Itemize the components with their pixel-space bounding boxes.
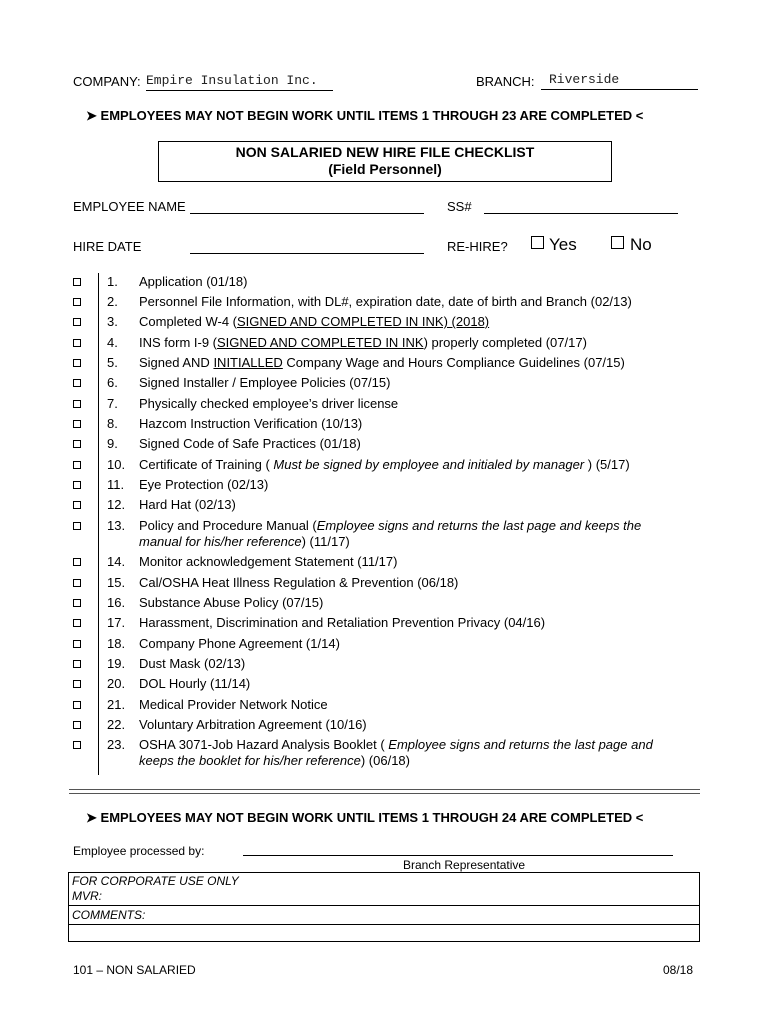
item-number: 4. [107,335,118,350]
item-text-segment: Personnel File Information, with DL#, expiration date, date of birth and Branch (02/13) [139,294,632,309]
rehire-yes-label: Yes [549,235,577,254]
ss-label: SS# [447,199,472,214]
branch-field[interactable]: Riverside [549,72,620,87]
hire-date-field[interactable] [190,253,424,254]
item-checkbox[interactable] [73,558,81,566]
item-text [139,274,247,290]
arrow-left-icon: < [635,810,644,825]
item-checkbox[interactable] [73,400,81,408]
item-checkbox[interactable] [73,579,81,587]
item-number: 12. [107,497,126,512]
item-text-segment: DOL Hourly (11/14) [139,676,251,691]
corporate-use-label: FOR CORPORATE USE ONLY [72,874,239,888]
processed-field[interactable] [243,855,673,856]
hire-date-label: HIRE DATE [73,239,142,254]
comments-field[interactable]: COMMENTS: [69,905,699,924]
item-text-segment: Substance Abuse Policy (07/15) [139,595,324,610]
item-text [139,396,398,412]
item-number: 10. [107,457,126,472]
item-text [139,575,458,591]
item-text-segment: Physically checked employee’s driver license [139,396,399,411]
item-text-segment: Company Phone Agreement (1/14) [139,636,340,651]
item-text [139,436,361,452]
item-text [139,697,328,713]
item-text [139,335,587,351]
item-checkbox[interactable] [73,278,81,286]
item-text [139,595,323,611]
item-number: 15. [107,575,126,590]
item-number: 16. [107,595,126,610]
item-checkbox[interactable] [73,619,81,627]
rehire-yes-checkbox[interactable] [531,236,544,249]
branch-label: BRANCH: [476,74,535,89]
item-text-segment: Employee signs and returns the last page and [388,737,653,752]
form-date: 08/18 [663,963,694,977]
item-checkbox[interactable] [73,741,81,749]
rehire-no-checkbox[interactable] [611,236,624,249]
item-text-segment: Harassment, Discrimination and Retaliation Prevention Privacy (04/16) [139,615,546,630]
item-text [139,294,632,310]
item-text [139,554,397,570]
item-number: 1. [107,274,118,289]
employee-name-label: EMPLOYEE NAME [73,199,186,214]
item-text-segment: Employee signs and returns the last page and keeps the [316,518,642,533]
item-text [139,676,250,692]
item-text-segment: ) (5/17) [584,457,630,472]
item-text-segment: manual for his/her reference [139,534,302,549]
item-text-segment: Monitor acknowledgement Statement (11/17) [139,554,398,569]
item-text-segment: Signed Installer / Employee Policies (07/15) [139,375,391,390]
item-text [139,355,625,371]
notice-top-text: EMPLOYEES MAY NOT BEGIN WORK UNTIL ITEMS 1 THROUGH 23 ARE COMPLETED [100,108,633,123]
item-text [139,717,367,733]
title-line1: NON SALARIED NEW HIRE FILE CHECKLIST [235,144,535,160]
item-text-segment: Must be signed by employee and initialed by manager [273,457,585,472]
item-text-segment: ) (11/17) [301,534,350,549]
notice-top [86,108,643,124]
item-number: 22. [107,717,126,732]
item-text-segment: Hazcom Instruction Verification (10/13) [139,416,363,431]
item-checkbox[interactable] [73,721,81,729]
item-text-segment: keeps the booklet for his/her reference [139,753,361,768]
item-checkbox[interactable] [73,680,81,688]
item-text [139,615,545,631]
item-text [139,375,390,391]
item-checkbox[interactable] [73,599,81,607]
item-checkbox[interactable] [73,522,81,530]
item-text-segment: ) (06/18) [360,753,410,768]
item-checkbox[interactable] [73,461,81,469]
form-number: 101 – NON SALARIED [73,963,196,977]
item-number: 2. [107,294,118,309]
item-number: 11. [107,477,125,492]
branch-underline [541,89,698,90]
item-number: 21. [107,697,126,712]
item-checkbox[interactable] [73,379,81,387]
item-text-segment: Cal/OSHA Heat Illness Regulation & Prevention (06/18) [139,575,459,590]
item-text-segment: Hard Hat (02/13) [139,497,236,512]
item-text [139,416,362,432]
item-text [139,636,340,652]
item-text-segment: Dust Mask (02/13) [139,656,246,671]
item-text [139,534,350,550]
item-text-segment: OSHA 3071-Job Hazard Analysis Booklet ( [139,737,389,752]
comments-row[interactable] [69,924,699,942]
arrow-right-icon: ➤ [86,108,97,123]
item-checkbox[interactable] [73,640,81,648]
item-checkbox[interactable] [73,501,81,509]
rehire-label: RE-HIRE? [447,239,508,254]
item-number: 8. [107,416,118,431]
item-checkbox[interactable] [73,481,81,489]
item-text-segment: SIGNED AND COMPLETED IN INK [217,335,424,350]
arrow-left-icon: < [635,108,644,123]
item-text-segment: Eye Protection (02/13) [139,477,269,492]
item-number: 3. [107,314,118,329]
arrow-right-icon: ➤ [86,810,97,825]
employee-name-field[interactable] [190,213,424,214]
item-number: 19. [107,656,126,671]
notice-bottom [86,810,643,826]
item-number: 20. [107,676,126,691]
item-text [139,753,410,769]
checklist-divider [98,273,99,775]
item-checkbox[interactable] [73,440,81,448]
rehire-no-label: No [630,235,652,254]
company-field[interactable]: Empire Insulation Inc. [146,73,318,88]
item-text [139,518,641,534]
item-text-segment: Voluntary Arbitration Agreement (10/16) [139,717,367,732]
item-checkbox[interactable] [73,339,81,347]
item-text-segment: INITIALLED [213,355,283,370]
item-number: 14. [107,554,126,569]
item-text-segment: Signed Code of Safe Practices (01/18) [139,436,361,451]
item-text-segment: Certificate of Training ( [139,457,274,472]
ss-field[interactable] [484,213,678,214]
item-number: 5. [107,355,118,370]
item-number: 13. [107,518,126,533]
item-text-segment: SIGNED AND COMPLETED IN INK) (2018) [237,314,490,329]
item-checkbox[interactable] [73,701,81,709]
item-text-segment: Signed AND [139,355,214,370]
item-text-segment: Completed W-4 ( [139,314,238,329]
item-text [139,477,268,493]
item-number: 18. [107,636,126,651]
corporate-box [68,872,700,942]
item-number: 6. [107,375,118,390]
branch-representative-label: Branch Representative [403,858,526,872]
item-number: 9. [107,436,118,451]
item-number: 17. [107,615,126,630]
mvr-field[interactable]: MVR: [72,889,102,903]
item-text [139,314,489,330]
item-text [139,457,630,473]
item-checkbox[interactable] [73,318,81,326]
item-text [139,656,245,672]
item-text-segment: Application (01/18) [139,274,248,289]
item-checkbox[interactable] [73,420,81,428]
title-box [158,141,612,182]
item-checkbox[interactable] [73,359,81,367]
item-checkbox[interactable] [73,298,81,306]
item-text-segment: Company Wage and Hours Compliance Guidelines (07/15) [282,355,625,370]
title-line2: (Field Personnel) [328,161,442,177]
item-number: 7. [107,396,118,411]
company-label: COMPANY: [73,74,141,89]
notice-bottom-text: EMPLOYEES MAY NOT BEGIN WORK UNTIL ITEMS 1 THROUGH 24 ARE COMPLETED [100,810,633,825]
item-text-segment: ) properly completed (07/17) [423,335,587,350]
item-checkbox[interactable] [73,660,81,668]
item-text-segment: Policy and Procedure Manual ( [139,518,317,533]
section-divider [69,789,700,794]
item-text [139,737,653,753]
company-underline [146,90,333,91]
item-text-segment: Medical Provider Network Notice [139,697,328,712]
processed-label: Employee processed by: [73,844,205,858]
item-number: 23. [107,737,126,752]
item-text-segment: INS form I-9 ( [139,335,218,350]
item-text [139,497,236,513]
